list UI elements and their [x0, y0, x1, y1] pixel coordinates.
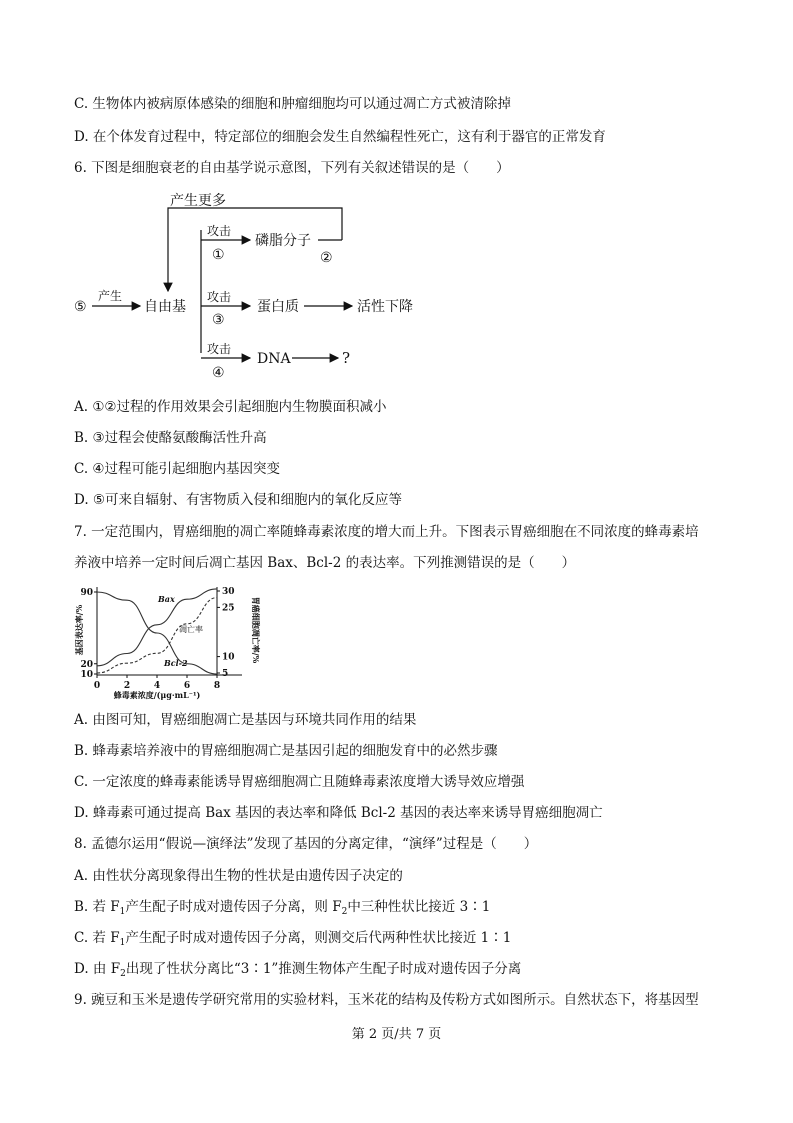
label-produce: 产生	[98, 289, 123, 303]
label-attack-4: 攻击	[207, 342, 232, 356]
q8-option-b	[74, 897, 490, 922]
node-phospholipid: 磷脂分子	[255, 233, 311, 249]
node-free-radical: 自由基	[144, 299, 186, 315]
circle-5: ⑤	[74, 299, 87, 315]
y-tick-label-left: 20	[80, 659, 93, 670]
free-radical-diagram	[60, 183, 480, 383]
q8-option-c	[74, 928, 511, 953]
y-tick-label-left: 10	[80, 670, 93, 680]
label-produce-more: 产生更多	[170, 193, 226, 209]
q7-option-d: D. 蜂毒素可通过提高 Bax 基因的表达率和降低 Bcl-2 基因的表达率来诱导胃癌细胞凋亡	[74, 805, 603, 821]
q8b-sub2: 2	[341, 907, 348, 917]
q8-option-d	[74, 959, 521, 984]
q8b-pre: B. 若 F	[74, 899, 120, 915]
q8-option-a: A. 由性状分离现象得出生物的性状是由遗传因子决定的	[74, 868, 403, 884]
x-tick-label: 6	[183, 681, 191, 691]
circle-3: ③	[212, 312, 225, 328]
circle-1: ①	[212, 247, 225, 263]
y-tick-label-right: 10	[222, 652, 235, 663]
q6-stem: 6. 下图是细胞衰老的自由基学说示意图，下列有关叙述错误的是（ ）	[74, 160, 510, 176]
q8d-post: 出现了性状分离比“3∶1”推测生物体产生配子时成对遗传因子分离	[125, 961, 522, 977]
node-dna: DNA	[257, 351, 291, 367]
q7-option-a: A. 由图可知，胃癌细胞凋亡是基因与环境共同作用的结果	[74, 712, 417, 728]
q6-option-b: B. ③过程会使酪氨酸酶活性升高	[74, 430, 267, 446]
y-label-right: 胃癌细胞凋亡率/%	[251, 596, 261, 664]
q7-stem-line2: 养液中培养一定时间后凋亡基因 Bax、Bcl-2 的表达率。下列推测错误的是（ ）	[74, 555, 576, 571]
series-label-bax: Bax	[158, 594, 175, 604]
q5-option-c: C. 生物体内被病原体感染的细胞和肿瘤细胞均可以通过凋亡方式被清除掉	[74, 96, 511, 112]
q7-option-c: C. 一定浓度的蜂毒素能诱导胃癌细胞凋亡且随蜂毒素浓度增大诱导效应增强	[74, 774, 525, 790]
q6-option-d: D. ⑤可来自辐射、有害物质入侵和细胞内的氧化反应等	[74, 492, 403, 508]
y-tick-label-right: 25	[222, 603, 235, 614]
q9-stem: 9. 豌豆和玉米是遗传学研究常用的实验材料，玉米花的结构及传粉方式如图所示。自然状态下，将基因型	[74, 992, 699, 1008]
q8d-sub1: 2	[120, 969, 126, 979]
y-tick-label-left: 90	[80, 588, 93, 598]
q7-option-b: B. 蜂毒素培养液中的胃癌细胞凋亡是基因引起的细胞发育中的必然步骤	[74, 743, 498, 759]
q8b-mid: 产生配子时成对遗传因子分离，则 F	[125, 899, 342, 915]
feedback-loop-line	[168, 208, 342, 291]
x-label: 蜂毒素浓度/(μg·mL⁻¹)	[113, 690, 201, 700]
circle-2: ②	[320, 250, 333, 266]
label-attack-3: 攻击	[207, 290, 232, 304]
gene-expression-chart	[72, 582, 272, 707]
q6-option-c: C. ④过程可能引起细胞内基因突变	[74, 461, 281, 477]
series-label-apoptosis: 凋亡率	[179, 625, 203, 634]
q8c-pre: C. 若 F	[74, 930, 120, 946]
node-protein: 蛋白质	[257, 299, 299, 315]
node-activity-decline: 活性下降	[357, 299, 413, 315]
x-tick-label: 2	[123, 681, 131, 691]
label-attack-1: 攻击	[207, 224, 232, 238]
q8b-sub1: 1	[119, 907, 126, 917]
x-tick-label: 0	[93, 681, 101, 691]
q8d-pre: D. 由 F	[74, 961, 121, 977]
page-footer: 第 2 页/共 7 页	[351, 1027, 442, 1042]
y-tick-label-right: 5	[222, 669, 229, 679]
circle-4: ④	[212, 365, 225, 381]
series-line-凋亡率	[97, 598, 217, 673]
y-tick-label-right: 30	[222, 587, 235, 597]
node-question: ?	[342, 349, 351, 367]
q8c-post: 产生配子时成对遗传因子分离，则测交后代两种性状比接近 1∶1	[125, 930, 512, 946]
q7-stem-line1: 7. 一定范围内，胃癌细胞的凋亡率随蜂毒素浓度的增大而上升。下图表示胃癌细胞在不同浓度的蜂毒素培	[74, 524, 699, 540]
q8-stem: 8. 孟德尔运用“假说—演绎法”发现了基因的分离定律，“演绎”过程是（ ）	[74, 836, 538, 852]
y-label-left: 基因表达率/%	[74, 604, 84, 656]
series-label-bcl2: Bcl-2	[164, 658, 188, 668]
x-tick-label: 8	[213, 681, 221, 691]
q8b-post: 中三种性状比接近 3∶1	[347, 899, 491, 915]
x-tick-label: 4	[153, 681, 161, 691]
q8c-sub1: 1	[119, 938, 126, 948]
q5-option-d: D. 在个体发育过程中，特定部位的细胞会发生自然编程性死亡，这有利于器官的正常发育	[74, 129, 606, 145]
q6-option-a: A. ①②过程的作用效果会引起细胞内生物膜面积减小	[74, 399, 387, 415]
